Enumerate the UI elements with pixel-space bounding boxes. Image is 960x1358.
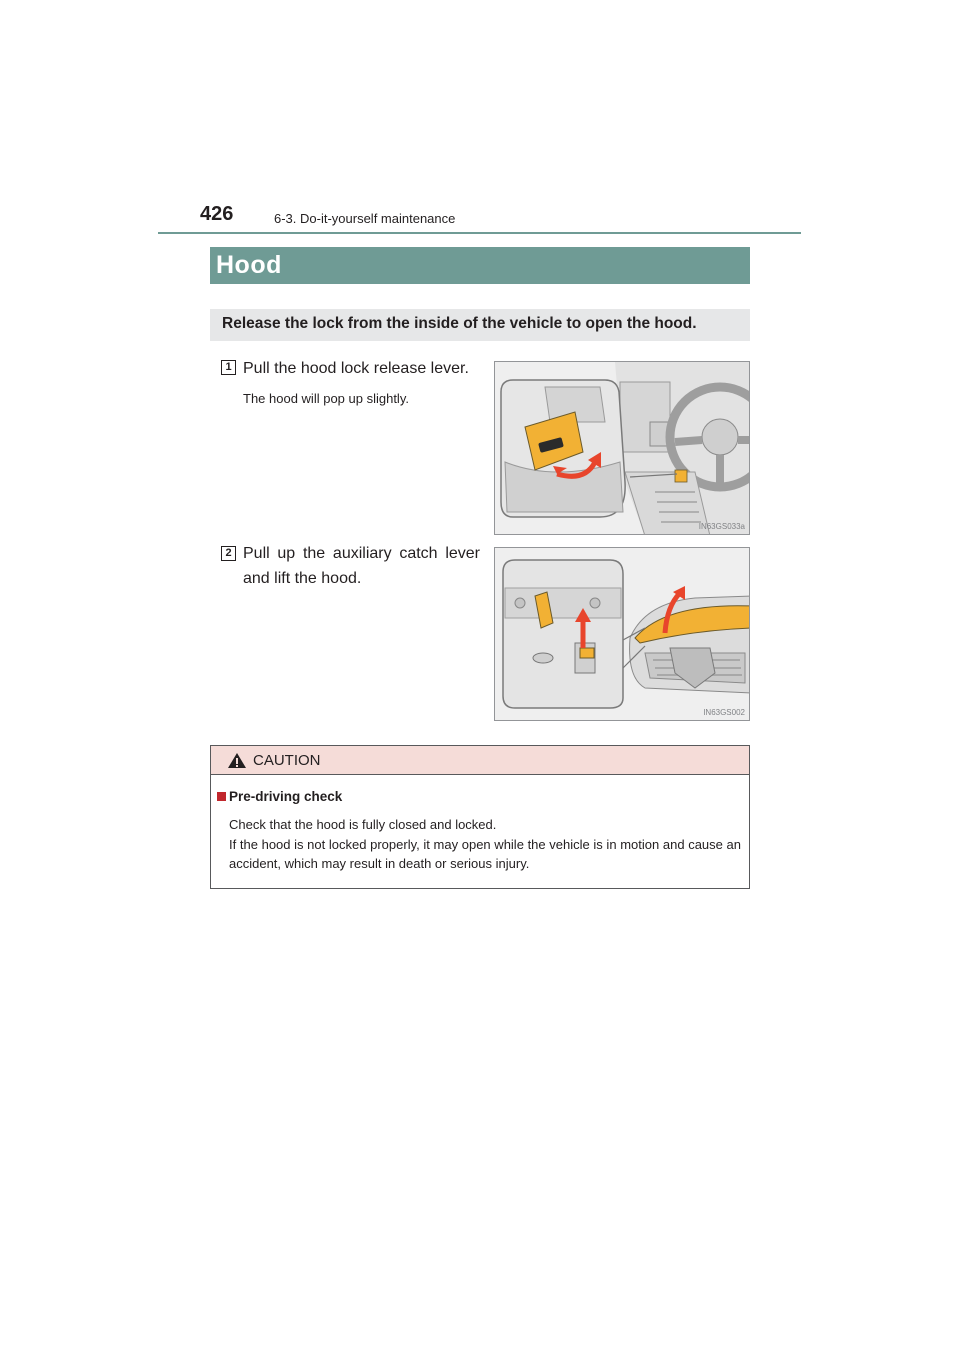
caution-body-line2: If the hood is not locked properly, it may open while the vehicle is in motion and cause an accident, which may result in death or serious injury. (229, 836, 741, 871)
step-2-text-line2: and lift the hood. (243, 570, 362, 587)
step-2-number: 2 (221, 546, 236, 561)
intro-box (210, 309, 750, 341)
header-rule (158, 232, 801, 234)
page-number: 426 (200, 203, 234, 225)
section-title: Hood (216, 251, 282, 279)
red-square-bullet-icon (217, 792, 226, 801)
caution-body-line1: Check that the hood is fully closed and locked. (229, 817, 497, 832)
figure-auxiliary-catch (494, 547, 750, 721)
step-1-text: Pull the hood lock release lever. (243, 360, 469, 377)
step-1-number: 1 (221, 360, 236, 375)
intro-text: Release the lock from the inside of the vehicle to open the hood. (222, 315, 697, 332)
caution-body (229, 815, 741, 874)
figure-code-1: IN63GS033a (698, 522, 745, 531)
figure-code-2: IN63GS002 (703, 708, 745, 717)
warning-triangle-icon (227, 752, 247, 774)
caution-subheading-text: Pre-driving check (229, 789, 343, 804)
caution-label: CAUTION (253, 752, 321, 769)
chapter-heading: 6-3. Do-it-yourself maintenance (274, 211, 456, 226)
step-2-text-line1: Pull up the auxiliary catch lever (243, 545, 480, 562)
figure-hood-release-lever (494, 361, 750, 535)
caution-box (210, 745, 750, 889)
section-title-bar (210, 247, 750, 284)
caution-header (211, 746, 749, 775)
step-1-note: The hood will pop up slightly. (243, 391, 409, 406)
caution-subheading (217, 789, 342, 804)
